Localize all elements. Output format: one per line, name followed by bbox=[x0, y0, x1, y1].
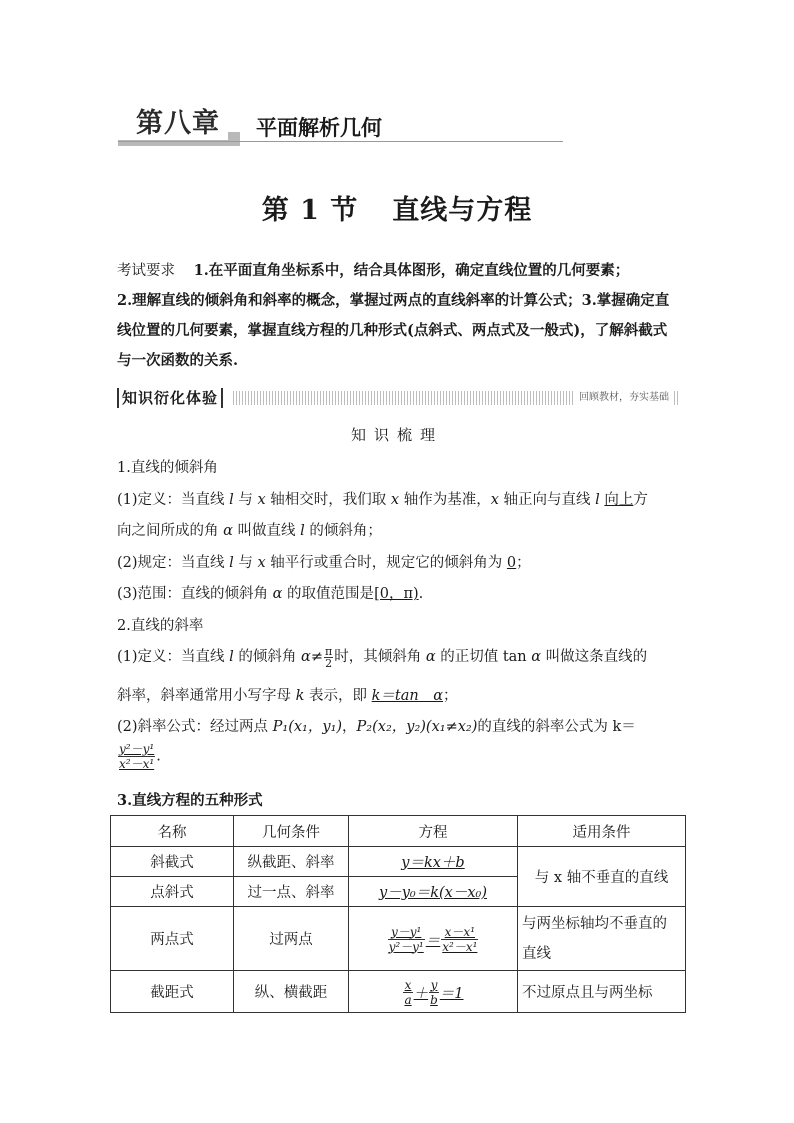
line-equation-table bbox=[110, 815, 686, 1013]
table-cell: 纵截距、斜率 bbox=[234, 847, 349, 877]
table-cell: y＝kx＋b bbox=[349, 847, 518, 877]
knowledge-bar-label: 知识衍化体验 bbox=[117, 388, 223, 408]
table-header: 适用条件 bbox=[518, 816, 686, 847]
requirement-2: 2.理解直线的倾斜角和斜率的概念，掌握过两点的直线斜率的计算公式； bbox=[117, 292, 582, 309]
table-header: 名称 bbox=[111, 816, 234, 847]
table-cell: 与两坐标轴均不垂直的直线 bbox=[518, 907, 686, 971]
table-cell: y－y₀＝k(x－x₀) bbox=[349, 877, 518, 907]
sec1-def-line2: 向之间所成的角 α 叫做直线 l 的倾斜角； bbox=[117, 523, 382, 539]
requirements-label: 考试要求 bbox=[117, 263, 175, 279]
sec2-title: 2.直线的斜率 bbox=[117, 618, 204, 634]
chapter-number: 第八章 bbox=[118, 108, 228, 140]
table-cell: $\frac{x}{a}$ ＋ $\frac{y}{b}$ ＝1 bbox=[349, 971, 518, 1013]
sec2-def-line2: 斜率，斜率通常用小写字母 k 表示，即 k＝tan α； bbox=[117, 688, 458, 704]
table-header: 方程 bbox=[349, 816, 518, 847]
table-cell: 与 x 轴不垂直的直线 bbox=[518, 847, 686, 907]
table-cell: 纵、横截距 bbox=[234, 971, 349, 1013]
exam-requirements bbox=[117, 256, 679, 376]
knowledge-bar-caption: 回顾教材，夯实基础 bbox=[575, 388, 673, 408]
section-title bbox=[0, 188, 794, 227]
answer-range: [0，π) bbox=[374, 586, 419, 602]
table-cell: 斜截式 bbox=[111, 847, 234, 877]
answer-upward: 向上 bbox=[604, 492, 634, 508]
sec3-title: 3.直线方程的五种形式 bbox=[117, 792, 263, 809]
table-row bbox=[111, 907, 686, 971]
section-number: 第 1 节 bbox=[261, 195, 359, 226]
answer-zero: 0 bbox=[506, 555, 517, 571]
table-cell: 截距式 bbox=[111, 971, 234, 1013]
table-cell: $\frac{\text{y－y¹}}{\text{y²－y¹}}$ ＝ $\frac{\text{x－x¹}}{\text{x²－x¹}}$ bbox=[349, 907, 518, 971]
table-cell: 两点式 bbox=[111, 907, 234, 971]
sec1-title: 1.直线的倾斜角 bbox=[117, 460, 218, 476]
table-cell: 不过原点且与两坐标 bbox=[518, 971, 686, 1013]
pi-over-2: $\frac{\pi}{2}$ bbox=[324, 644, 333, 670]
table-cell: 过两点 bbox=[234, 907, 349, 971]
sec1-rule: (2)规定：当直线 l 与 x 轴平行或重合时，规定它的倾斜角为 0； bbox=[117, 555, 531, 571]
sec2-formula-line: (2)斜率公式：经过两点 P₁(x₁，y₁)，P₂(x₂，y₂)(x₁≠x₂)的直线的斜率公式为 k＝ bbox=[117, 719, 636, 735]
requirement-1: 1.在平面直角坐标系中，结合具体图形，确定直线位置的几何要素； bbox=[193, 262, 630, 279]
table-cell: 过一点、斜率 bbox=[234, 877, 349, 907]
table-row bbox=[111, 847, 686, 877]
requirement-3: 3.掌握确定直线位置的几何要素，掌握直线方程的几种形式(点斜式、两点式及一般式)，了解斜截式与一次函数的关系. bbox=[117, 292, 670, 369]
knowledge-bar bbox=[117, 388, 679, 410]
slope-fraction: $\frac{\text{y²－y¹}}{\text{x²－x¹}}$ bbox=[119, 742, 155, 771]
sec1-range: (3)范围：直线的倾斜角 α 的取值范围是[0，π). bbox=[117, 586, 424, 602]
slope-formula: $\frac{\text{y²－y¹}}{\text{x²－x¹}}$ . bbox=[119, 742, 161, 771]
section-name: 直线与方程 bbox=[392, 195, 533, 226]
table-row bbox=[111, 971, 686, 1013]
sec2-def-line1: (1)定义：当直线 l 的倾斜角 α≠ $\frac{\pi}{2}$ 时，其倾斜角 α 的正切值 tan α 叫做这条直线的 bbox=[117, 644, 648, 670]
knowledge-subheading: 知识梳理 bbox=[350, 426, 443, 444]
answer-k-tan: k＝tan α bbox=[371, 688, 444, 704]
table-header: 几何条件 bbox=[234, 816, 349, 847]
chapter-header bbox=[118, 108, 563, 148]
table-cell: 点斜式 bbox=[111, 877, 234, 907]
sec1-def-line1: (1)定义：当直线 l 与 x 轴相交时，我们取 x 轴作为基准，x 轴正向与直线 l 向上方 bbox=[117, 492, 648, 508]
chapter-title: 平面解析几何 bbox=[256, 115, 382, 140]
